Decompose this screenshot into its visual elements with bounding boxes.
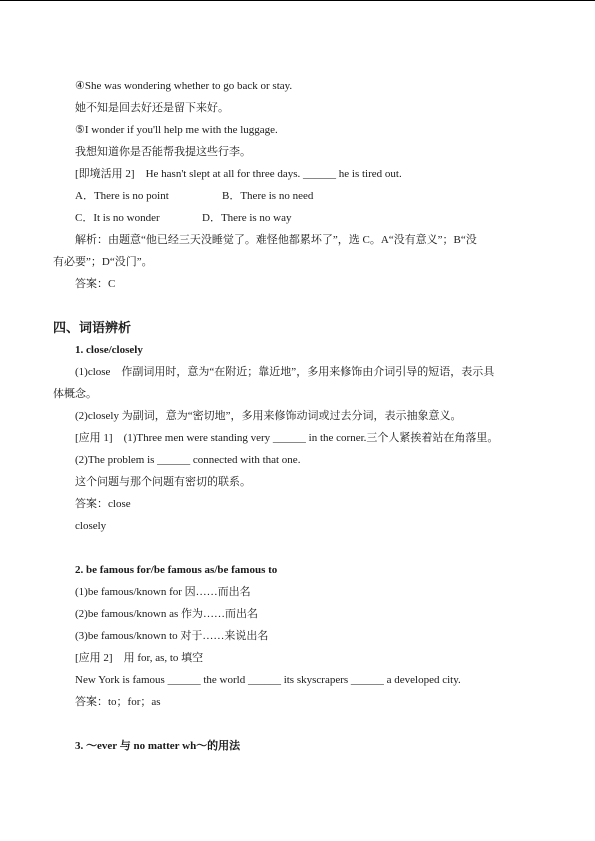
answer-exercise-2: 答案：C xyxy=(75,278,116,290)
analysis-line-1: 解析：由题意“他已经三天没睡觉了。难怪他都累坏了”，选 C。A“没有意义”；B“没 xyxy=(75,234,477,246)
option-a: A．There is no point xyxy=(75,190,169,202)
answer-application-1: 答案：close xyxy=(75,498,131,510)
answer-application-2: 答案：to；for；as xyxy=(75,696,161,708)
be-famous-for-definition: (1)be famous/known for 因……而出名 xyxy=(75,586,251,598)
answer-application-1-cont: closely xyxy=(75,520,107,532)
exercise-2-question: [即境活用 2] He hasn't slept at all for three days. ______ he is tired out. xyxy=(75,168,402,180)
closely-definition: (2)closely 为副词，意为“密切地”，多用来修饰动词或过去分词，表示抽象意义。 xyxy=(75,410,462,422)
example-translation-5: 我想知道你是否能帮我提这些行李。 xyxy=(75,146,251,158)
close-definition-line-1: (1)close 作副词用时，意为“在附近；靠近地”，多用来修饰由介词引导的短语，表示具 xyxy=(75,366,495,378)
subheading-be-famous: 2. be famous for/be famous as/be famous to xyxy=(75,564,278,576)
application-1-item-2: (2)The problem is ______ connected with that one. xyxy=(75,454,301,466)
section-heading-word-distinction: 四、词语辨析 xyxy=(53,320,132,335)
close-definition-line-2: 体概念。 xyxy=(53,388,97,400)
example-sentence-5: ⑤I wonder if you'll help me with the luggage. xyxy=(75,124,278,136)
example-sentence-4: ④She was wondering whether to go back or stay. xyxy=(75,80,293,92)
application-2-instruction: [应用 2] 用 for, as, to 填空 xyxy=(75,652,204,664)
analysis-line-2: 有必要”；D“没门”。 xyxy=(53,256,153,268)
subheading-ever-no-matter: 3. ～ever 与 no matter wh～的用法 xyxy=(75,740,241,752)
application-1-item-1: [应用 1] (1)Three men were standing very ______ in the corner.三个人紧挨着站在角落里。 xyxy=(75,432,499,444)
application-1-translation: 这个问题与那个问题有密切的联系。 xyxy=(75,476,251,488)
example-translation-4: 她不知是回去好还是留下来好。 xyxy=(75,102,229,114)
be-famous-as-definition: (2)be famous/known as 作为……而出名 xyxy=(75,608,259,620)
subheading-close-closely: 1. close/closely xyxy=(75,344,143,356)
application-2-sentence: New York is famous ______ the world ______ its skyscrapers ______ a developed city. xyxy=(75,674,461,686)
page-top-border xyxy=(0,0,595,1)
be-famous-to-definition: (3)be famous/known to 对于……来说出名 xyxy=(75,630,269,642)
option-b: B．There is no need xyxy=(222,190,314,202)
option-d: D．There is no way xyxy=(202,212,292,224)
option-c: C．It is no wonder xyxy=(75,212,160,224)
